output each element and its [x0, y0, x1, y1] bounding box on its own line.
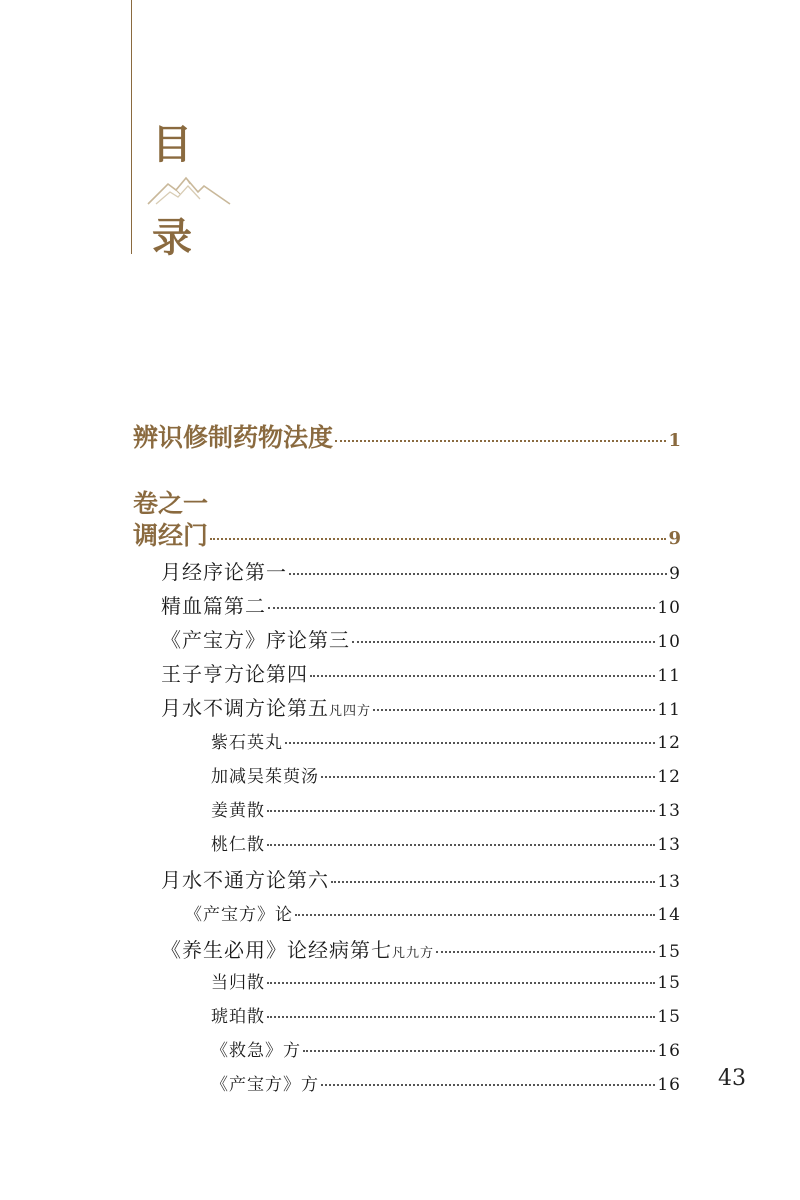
- toc-entry[interactable]: [161, 934, 681, 963]
- toc-page-number: 15: [657, 1007, 681, 1027]
- toc-page-number: 12: [657, 733, 681, 753]
- toc-entry-label: 桃仁散: [211, 835, 265, 855]
- title-char-lu: 录: [152, 214, 192, 261]
- dot-leader: [289, 573, 667, 575]
- toc-subentry[interactable]: [211, 1070, 681, 1095]
- toc-entry-label: 《养生必用》论经病第七凡九方: [161, 938, 435, 962]
- toc-entry-label: 加减吴茱萸汤: [211, 767, 319, 787]
- toc-page-number: 16: [657, 1075, 681, 1095]
- dot-leader: [285, 742, 655, 744]
- toc-entry[interactable]: [161, 692, 681, 721]
- toc-entry[interactable]: [161, 590, 681, 619]
- dot-leader: [267, 810, 655, 812]
- toc-entry-label: 《产宝方》方: [211, 1075, 319, 1095]
- toc-entry-label: 紫石英丸: [211, 733, 283, 753]
- dot-leader: [335, 440, 666, 442]
- toc-subentry[interactable]: [185, 900, 681, 925]
- toc-subentry[interactable]: [211, 830, 681, 855]
- dot-leader: [210, 538, 666, 540]
- toc-entry[interactable]: [161, 658, 681, 687]
- dot-leader: [321, 1084, 655, 1086]
- toc-subentry[interactable]: [211, 762, 681, 787]
- toc-entry-label: 精血篇第二: [161, 594, 266, 618]
- toc-page-number: 13: [657, 872, 681, 892]
- toc-entry-label: 月水不调方论第五凡四方: [161, 696, 372, 720]
- toc-entry[interactable]: [161, 556, 681, 585]
- toc-entry-label: 《产宝方》序论第三: [161, 628, 350, 652]
- dot-leader: [267, 1016, 655, 1018]
- toc-section-label: 辨识修制药物法度: [133, 423, 334, 452]
- dot-leader: [321, 776, 655, 778]
- title-char-mu: 目: [152, 121, 192, 168]
- toc-entry-label: 王子亨方论第四: [161, 662, 308, 686]
- toc-page-number: 11: [657, 700, 681, 720]
- toc-subentry[interactable]: [211, 728, 681, 753]
- toc-subentry[interactable]: [211, 968, 681, 993]
- toc-entry-note: 凡九方: [392, 946, 435, 961]
- toc-entry-label: 琥珀散: [211, 1007, 265, 1027]
- toc-entry-note: 凡四方: [329, 704, 372, 719]
- toc-page-number: 14: [657, 905, 681, 925]
- dot-leader: [310, 675, 655, 677]
- toc-subentry[interactable]: [211, 1002, 681, 1027]
- toc-subentry[interactable]: [211, 796, 681, 821]
- dot-leader: [295, 914, 655, 916]
- dot-leader: [267, 844, 655, 846]
- dot-leader: [268, 607, 655, 609]
- toc-entry-label: 姜黄散: [211, 801, 265, 821]
- toc-entry-label: 月经序论第一: [161, 560, 287, 584]
- toc-section[interactable]: [133, 418, 681, 454]
- dot-leader: [331, 881, 655, 883]
- toc-page-number: 1: [668, 430, 681, 451]
- dot-leader: [373, 709, 655, 711]
- toc-entry-label: 月水不通方论第六: [161, 868, 329, 892]
- toc-page-number: 10: [657, 598, 681, 618]
- toc-entry-label: 《产宝方》论: [185, 905, 293, 925]
- toc-entry[interactable]: [161, 624, 681, 653]
- toc-page-number: 12: [657, 767, 681, 787]
- dot-leader: [267, 982, 655, 984]
- toc-page-number: 13: [657, 801, 681, 821]
- toc-page-number: 13: [657, 835, 681, 855]
- volume-heading: 卷之一: [133, 489, 209, 518]
- dot-leader: [303, 1050, 655, 1052]
- toc-subentry[interactable]: [211, 1036, 681, 1061]
- dot-leader: [352, 641, 655, 643]
- dot-leader: [436, 951, 655, 953]
- toc-category-label: 调经门: [133, 521, 209, 550]
- toc-entry-label: 当归散: [211, 973, 265, 993]
- toc-entry[interactable]: [161, 864, 681, 893]
- toc-page-number: 16: [657, 1041, 681, 1061]
- toc-page-number: 9: [668, 528, 681, 549]
- toc-page-number: 11: [657, 666, 681, 686]
- toc-page-number: 15: [657, 973, 681, 993]
- toc-entry-label: 《救急》方: [211, 1041, 301, 1061]
- toc-page-number: 9: [669, 564, 681, 584]
- toc-category[interactable]: [133, 516, 681, 552]
- toc-page-number: 15: [657, 942, 681, 962]
- page-number: 43: [718, 1066, 746, 1091]
- toc-page-number: 10: [657, 632, 681, 652]
